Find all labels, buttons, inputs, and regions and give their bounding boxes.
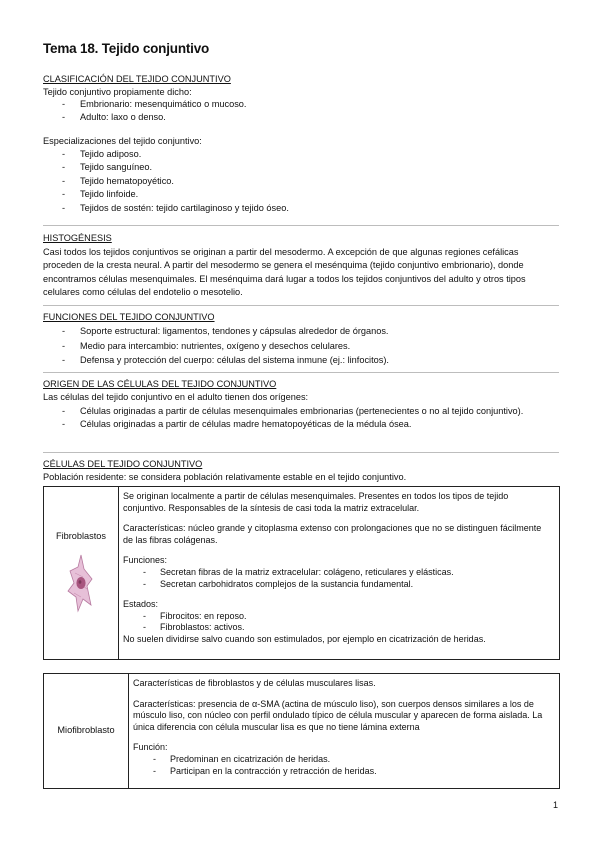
divider bbox=[43, 305, 559, 306]
page-number: 1 bbox=[552, 800, 558, 810]
clasificacion-section bbox=[43, 73, 558, 215]
list-item: - Embrionario: mesenquimático o mucoso. bbox=[43, 98, 558, 111]
list-item: - Adulto: laxo o denso. bbox=[43, 111, 558, 124]
list-item: - Tejidos de sostén: tejido cartilaginoso y tejido óseo. bbox=[43, 202, 558, 215]
list-item: - Secretan carbohidratos complejos de la sustancia fundamental. bbox=[123, 579, 551, 591]
list-item: - Fibrocitos: en reposo. bbox=[123, 611, 551, 623]
divider bbox=[43, 372, 559, 373]
page-title: Tema 18. Tejido conjuntivo bbox=[43, 41, 210, 56]
origen-section bbox=[43, 378, 558, 432]
histogenesis-section bbox=[43, 232, 558, 300]
fibroblastos-estados-label: Estados: bbox=[123, 599, 159, 610]
list-item: - Secretan fibras de la matriz extracelular: colágeno, reticulares y elásticas. bbox=[123, 567, 551, 579]
fibroblastos-caracteristicas: Características: núcleo grande y citoplasma extenso con prolongaciones que no se distinguen fácilmente de las fibras colágenas. bbox=[123, 523, 542, 545]
celulas-heading: CÉLULAS DEL TEJIDO CONJUNTIVO bbox=[43, 459, 203, 469]
divider bbox=[43, 225, 559, 226]
propiamente-label: Tejido conjuntivo propiamente dicho: bbox=[43, 86, 192, 97]
funciones-section bbox=[43, 311, 558, 367]
miofibroblasto-caracteristicas: Características: presencia de α-SMA (actina de músculo liso), son cuerpos densos similares a los de músculo liso, con núcleo con perfil ondulado típico de célula muscular y aparecen de forma aislada. La única diferencia con célula muscular lisa es que no tiene lámina externa bbox=[133, 698, 543, 732]
clasificacion-heading: CLASIFICACIÓN DEL TEJIDO CONJUNTIVO bbox=[43, 74, 231, 84]
list-item: - Tejido hematopoyético. bbox=[43, 175, 558, 188]
fibroblastos-nota: No suelen dividirse salvo cuando son estimulados, por ejemplo en cicatrización de heridas. bbox=[123, 633, 486, 644]
list-item: - Fibroblastos: activos. bbox=[123, 622, 551, 634]
divider bbox=[43, 452, 559, 453]
celulas-section bbox=[43, 458, 558, 484]
miofibroblasto-content-cell bbox=[129, 674, 560, 789]
funciones-heading: FUNCIONES DEL TEJIDO CONJUNTIVO bbox=[43, 312, 215, 322]
fibroblastos-content-cell bbox=[119, 487, 560, 660]
list-item: - Tejido adiposo. bbox=[43, 148, 558, 161]
list-item: - Soporte estructural: ligamentos, tendones y cápsulas alrededor de órganos. bbox=[43, 324, 558, 338]
list-item: - Tejido linfoide. bbox=[43, 188, 558, 201]
list-item: - Tejido sanguíneo. bbox=[43, 161, 558, 174]
histogenesis-heading: HISTOGÉNESIS bbox=[43, 233, 112, 243]
histogenesis-text: Casi todos los tejidos conjuntivos se originan a partir del mesodermo. A excepción de que algunas regiones cefálicas proceden de la cresta neural. A partir del mesodermo se genera el mesénquima (tejido conjuntivo embrionario), donde encontramos células mesenquimales. El mesénquima dará lugar a todos los tejidos conjuntivos del adulto y otros tipos celulares como células del endotelio o mesotelio. bbox=[43, 246, 526, 298]
list-item: - Defensa y protección del cuerpo: células del sistema inmune (ej.: linfocitos). bbox=[43, 353, 558, 367]
origen-heading: ORIGEN DE LAS CÉLULAS DEL TEJIDO CONJUNTIVO bbox=[43, 379, 277, 389]
list-item: - Predominan en cicatrización de heridas. bbox=[133, 754, 553, 766]
miofibroblasto-table bbox=[43, 673, 560, 789]
miofibroblasto-label-cell bbox=[44, 674, 129, 789]
miofibroblasto-intro: Características de fibroblastos y de células musculares lisas. bbox=[133, 678, 376, 688]
list-item: - Células originadas a partir de células mesenquimales embrionarias (pertenecientes o no al tejido conjuntivo). bbox=[43, 405, 558, 418]
list-item: - Participan en la contracción y retracción de heridas. bbox=[133, 766, 553, 778]
poblacion-text: Población residente: se considera población relativamente estable en el tejido conjuntivo. bbox=[43, 472, 407, 483]
miofibroblasto-label: Miofibroblasto bbox=[57, 725, 115, 736]
origen-intro: Las células del tejido conjuntivo en el adulto tienen dos orígenes: bbox=[43, 392, 309, 403]
list-item: - Células originadas a partir de células madre hematopoyéticas de la médula ósea. bbox=[43, 418, 558, 431]
list-item: - Medio para intercambio: nutrientes, oxígeno y desechos celulares. bbox=[43, 339, 558, 353]
fibroblastos-label: Fibroblastos bbox=[55, 531, 107, 542]
fibroblastos-table bbox=[43, 486, 560, 660]
fibroblastos-label-cell bbox=[44, 487, 119, 660]
fibroblastos-intro: Se originan localmente a partir de células mesenquimales. Presentes en todos los tipos de tejido conjuntivo. Responsables de la síntesis de casi toda la matriz extracelular. bbox=[123, 491, 509, 513]
miofibroblasto-funcion-label: Función: bbox=[133, 742, 168, 753]
fibroblastos-funciones-label: Funciones: bbox=[123, 555, 168, 566]
especializaciones-label: Especializaciones del tejido conjuntivo: bbox=[43, 136, 202, 147]
fibroblast-cell-illustration bbox=[61, 553, 101, 615]
